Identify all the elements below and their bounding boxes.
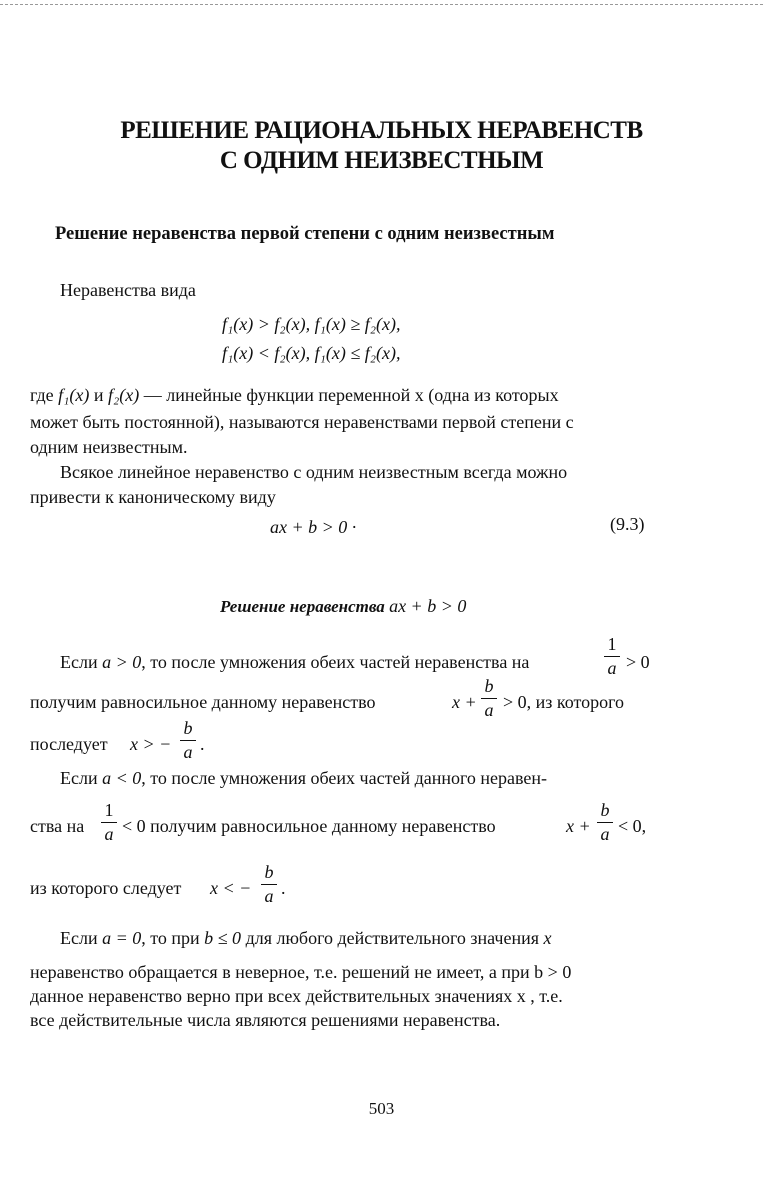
chapter-title-line-1: РЕШЕНИЕ РАЦИОНАЛЬНЫХ НЕРАВЕНСТВ [120, 117, 643, 144]
fraction-denominator: a [484, 700, 494, 720]
case2-fraction-1-over-a [101, 800, 117, 845]
para1-where: где [30, 385, 54, 405]
case1-fraction-1-over-a [604, 634, 620, 679]
f2-term: f₂(x) [108, 385, 140, 405]
fraction-denominator: a [264, 886, 274, 906]
para1-rest: — линейные функции переменной x (одна из которых [143, 385, 559, 405]
case1-line-3-text: последует [30, 734, 108, 754]
fraction-numerator: 1 [607, 634, 617, 654]
case1-condition: a > 0 [102, 652, 142, 672]
case2-text: , то после умножения обеих частей данного нерaвен- [141, 768, 548, 788]
case3-x: x [543, 928, 552, 948]
case1-line-3-x: x > − [130, 734, 172, 754]
fraction-numerator: 1 [104, 800, 114, 820]
case2-line-2-x: x + [566, 816, 591, 836]
case3-line-3: данное неравенство верно при всех действительных значениях x , т.е. [30, 986, 563, 1006]
intro-text: Неравенства вида [60, 280, 196, 300]
case1-fraction-b-over-a [481, 676, 497, 721]
page-number: 503 [368, 1099, 395, 1118]
case1-line-2-text: получим равносильное данному неравенство [30, 692, 376, 712]
case2-fraction-b-over-a [597, 800, 613, 845]
case1-line-1 [60, 652, 529, 673]
para2-line-2: привести к каноническому виду [30, 487, 276, 507]
para1-line-3: одним неизвестным. [30, 437, 188, 457]
case3-line-4: все действительные числа являются решениями неравенства. [30, 1010, 501, 1030]
para2-line-1: Всякое линейное неравенство с одним неизвестным всегда можно [60, 462, 568, 482]
fraction-numerator: b [264, 862, 274, 882]
fraction-numerator: b [600, 800, 610, 820]
case2-line-3-x: x < − [210, 878, 252, 898]
case3-text-b: для любого действительного значения [245, 928, 539, 948]
chapter-title-line-2: С ОДНИМ НЕИЗВЕСТНЫМ [219, 147, 544, 174]
case2-line-3-end: . [281, 878, 286, 898]
fraction-denominator: a [183, 742, 193, 762]
case1-fraction-neg-b-over-a [180, 718, 196, 763]
fraction-denominator: a [600, 824, 610, 844]
case2-line-3-text: из которого следует [30, 878, 182, 898]
formula-row-2: f₁(x) < f₂(x), f₁(x) ≤ f₂(x), [222, 343, 401, 363]
case1-line-2-tail: > 0, из которого [503, 692, 625, 712]
case2-condition: a < 0 [102, 768, 142, 788]
fraction-numerator: b [484, 676, 494, 696]
case3-line-1 [60, 928, 552, 949]
case3-condition: a = 0 [102, 928, 142, 948]
section-heading: Решение неравенства первой степени с одним неизвестным [55, 224, 555, 244]
top-scan-rule [0, 4, 763, 6]
case2-if: Если [60, 768, 98, 788]
canonical-equation: ax + b > 0 · [270, 517, 357, 537]
subheading [220, 596, 466, 617]
f1-term: f₁(x) [58, 385, 90, 405]
case2-line-2-text-b: < 0 получим равносильное данному неравенство [122, 816, 496, 836]
case2-line-2-tail: < 0, [618, 816, 647, 836]
case2-line-1 [60, 768, 547, 789]
equation-number: (9.3) [610, 514, 645, 534]
case2-fraction-neg-b-over-a [261, 862, 277, 907]
formula-row-1: f₁(x) > f₂(x), f₁(x) ≥ f₂(x), [222, 314, 401, 334]
subheading-label: Решение неравенства [220, 597, 385, 616]
case1-if: Если [60, 652, 98, 672]
case3-if: Если [60, 928, 98, 948]
case1-line-2-x: x + [452, 692, 477, 712]
subheading-expr: ax + b > 0 [389, 596, 467, 616]
para1-line-1 [30, 385, 559, 406]
case1-text: , то после умножения обеих частей неравенства на [141, 652, 530, 672]
para1-and: и [93, 385, 104, 405]
fraction-denominator: a [607, 658, 617, 678]
fraction-numerator: b [183, 718, 193, 738]
case3-line-2: неравенство обращается в неверное, т.е. решений не имеет, а при b > 0 [30, 962, 572, 982]
case1-line-3-end: . [200, 734, 205, 754]
case3-text-a: , то при [141, 928, 200, 948]
case1-line-1-tail: > 0 [626, 652, 650, 672]
fraction-denominator: a [104, 824, 114, 844]
case3-condition-2: b ≤ 0 [204, 928, 242, 948]
para1-line-2: может быть постоянной), называются неравенствами первой степени с [30, 412, 574, 432]
case2-line-2-text-a: ства на [30, 816, 85, 836]
